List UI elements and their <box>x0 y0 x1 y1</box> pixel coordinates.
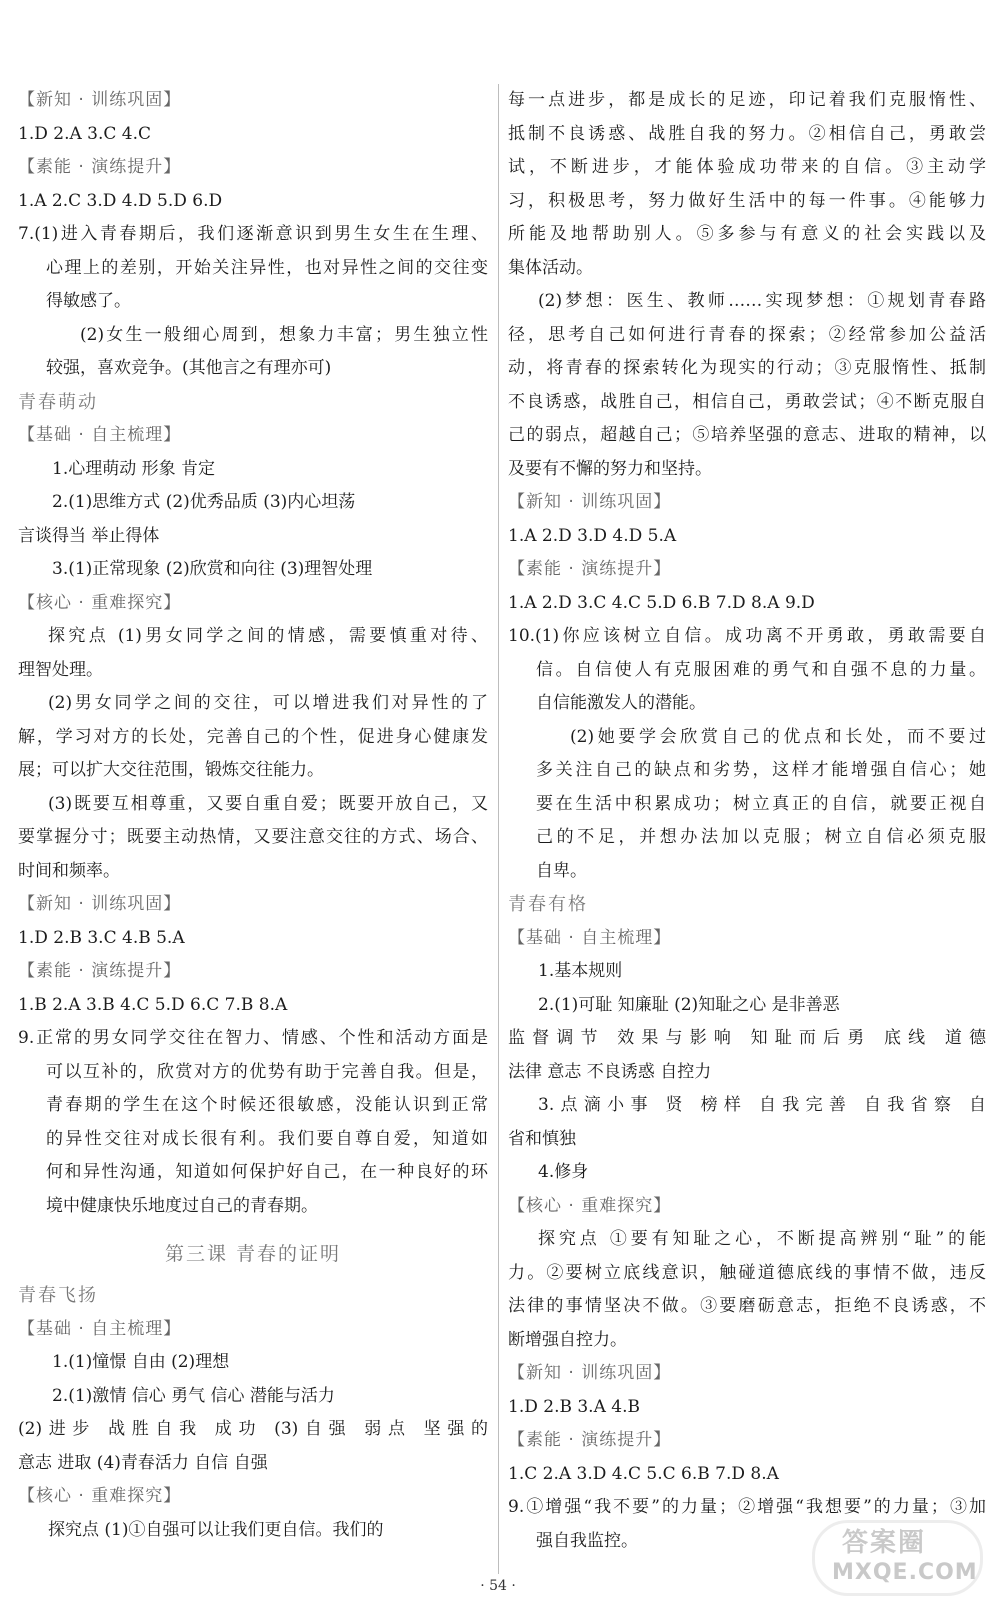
answer-line: 强自我监控。 <box>536 1530 638 1551</box>
section-header: 【新知 · 训练巩固】 <box>18 894 182 914</box>
answer-line: 径，思考自己如何进行青春的探索；②经常参加公益活 <box>508 324 986 345</box>
answer-line: 多关注自己的缺点和劣势，这样才能增强自信心；她 <box>536 760 986 780</box>
answer-line: 7.(1)进入青春期后，我们逐渐意识到男生女生在生理、 <box>18 224 488 244</box>
watermark-logo <box>812 1520 982 1592</box>
answer-line: 自信能激发人的潜能。 <box>536 693 706 713</box>
answer-line: 法律 意志 不良诱惑 自控力 <box>508 1061 712 1082</box>
answer-line: 要掌握分寸；既要主动热情，又要注意交往的方式、场合、 <box>18 827 488 847</box>
answer-line: 2.(1)思维方式 (2)优秀品质 (3)内心坦荡 <box>52 492 356 512</box>
answer-line: 较强，喜欢竞争。(其他言之有理亦可) <box>46 358 332 378</box>
section-header: 【新知 · 训练巩固】 <box>508 1363 672 1383</box>
answer-line: 抵制不良诱惑、战胜自我的努力。②相信自己，勇敢尝 <box>508 123 986 144</box>
answer-line: 力。②要树立底线意识，触碰道德底线的事情不做，违反 <box>508 1262 986 1283</box>
answer-line: 1.D 2.B 3.A 4.B <box>508 1396 640 1417</box>
watermark-text: 答案圈 <box>842 1528 927 1558</box>
answer-line: 己的弱点，超越自己；⑤培养坚强的意志、进取的精神，以 <box>508 425 986 445</box>
answer-line: (2)男女同学之间的交往，可以增进我们对异性的了 <box>48 693 488 713</box>
lesson-title: 第三课 青春的证明 <box>164 1243 342 1265</box>
answer-line: 时间和频率。 <box>18 860 120 881</box>
answer-line: 境中健康快乐地度过自己的青春期。 <box>46 1195 318 1216</box>
answer-line: 1.心理萌动 形象 肯定 <box>52 458 216 479</box>
section-header: 【基础 · 自主梳理】 <box>508 927 672 948</box>
answer-line: 青春期的学生在这个时候还很敏感，没能认识到正常 <box>46 1095 488 1115</box>
right-column <box>508 84 986 1558</box>
answer-line: 9.正常的男女同学交往在智力、情感、个性和活动方面是 <box>18 1028 488 1048</box>
answer-line: 1.A 2.D 3.C 4.C 5.D 6.B 7.D 8.A 9.D <box>508 592 815 613</box>
answer-line: 3.点滴小事 贤 榜样 自我完善 自我省察 自 <box>538 1095 986 1115</box>
answer-line: 自卑。 <box>536 860 587 881</box>
answer-line: (2)进步 战胜自我 成功 (3)自强 弱点 坚强的 <box>18 1419 488 1439</box>
watermark-url: MXQE.COM <box>832 1560 978 1585</box>
answer-line: 展；可以扩大交往范围，锻炼交往能力。 <box>18 760 324 780</box>
answer-line: (2)梦想：医生、教师……实现梦想：①规划青春路 <box>538 291 986 311</box>
answer-line: 己的不足，并想办法加以克服；树立自信必须克服 <box>536 827 986 847</box>
section-header: 【素能 · 演练提升】 <box>508 1430 672 1450</box>
answer-line: 要在生活中积累成功；树立真正的自信，就要正视自 <box>536 793 986 814</box>
topic-title: 青春飞扬 <box>18 1285 98 1306</box>
answer-line: 可以互补的，欣赏对方的优势有助于完善自我。但是， <box>46 1061 488 1082</box>
answer-line: 的异性交往对成长很有利。我们要自尊自爱，知道如 <box>46 1128 488 1149</box>
answer-line: 省和慎独 <box>508 1128 576 1149</box>
section-header: 【素能 · 演练提升】 <box>18 961 182 981</box>
answer-line: 探究点 (1)男女同学之间的情感，需要慎重对待、 <box>48 626 488 646</box>
answer-line: 1.D 2.B 3.C 4.B 5.A <box>18 927 185 948</box>
section-header: 【核心 · 重难探究】 <box>18 1486 182 1506</box>
topic-title: 青春萌动 <box>18 391 98 413</box>
section-header: 【新知 · 训练巩固】 <box>18 90 182 110</box>
answer-line: 9.①增强“我不要”的力量；②增强“我想要”的力量；③加 <box>508 1497 986 1517</box>
column-divider <box>498 84 499 1574</box>
answer-line: 得敏感了。 <box>46 291 131 311</box>
answer-line: 2.(1)可耻 知廉耻 (2)知耻之心 是非善恶 <box>538 994 840 1015</box>
answer-line: 探究点 (1)①自强可以让我们更自信。我们的 <box>48 1519 384 1540</box>
answer-line: 及要有不懈的努力和坚持。 <box>508 458 712 479</box>
answer-line: 每一点进步，都是成长的足迹，印记着我们克服惰性、 <box>508 90 986 110</box>
answer-line: 1.(1)憧憬 自由 (2)理想 <box>52 1352 230 1372</box>
answer-line: 试，不断进步，才能体验成功带来的自信。③主动学 <box>508 157 986 177</box>
section-header: 【素能 · 演练提升】 <box>18 157 182 177</box>
topic-title: 青春有格 <box>508 894 588 915</box>
answer-line: 解，学习对方的长处，完善自己的个性，促进身心健康发 <box>18 726 488 747</box>
answer-line: 不良诱惑，战胜自己，相信自己，勇敢尝试；④不断克服自 <box>508 391 986 412</box>
answer-line: 动，将青春的探索转化为现实的行动；③克服惰性、抵制 <box>508 358 986 378</box>
section-header: 【核心 · 重难探究】 <box>508 1195 672 1216</box>
answer-line: 监督调节 效果与影响 知耻而后勇 底线 道德 <box>508 1028 986 1048</box>
answer-line: 言谈得当 举止得体 <box>18 525 160 546</box>
answer-line: 习，积极思考，努力做好生活中的每一件事。④能够力 <box>508 190 986 211</box>
answer-line: 心理上的差别，开始关注异性，也对异性之间的交往变 <box>46 257 488 278</box>
answer-line: 探究点 ①要有知耻之心，不断提高辨别“耻”的能 <box>538 1229 986 1249</box>
answer-line: (2)她要学会欣赏自己的优点和长处，而不要过 <box>570 726 986 747</box>
answer-line: 1.D 2.A 3.C 4.C <box>18 123 152 144</box>
answer-line: 法律的事情坚决不做。③要磨砺意志，拒绝不良诱惑，不 <box>508 1296 986 1316</box>
answer-line: 信。自信使人有克服困难的勇气和自强不息的力量。 <box>536 659 986 680</box>
answer-line: 4.修身 <box>538 1162 589 1182</box>
answer-line: 1.B 2.A 3.B 4.C 5.D 6.C 7.B 8.A <box>18 994 288 1015</box>
section-header: 【基础 · 自主梳理】 <box>18 425 182 445</box>
answer-line: 3.(1)正常现象 (2)欣赏和向往 (3)理智处理 <box>52 559 373 579</box>
left-column <box>18 84 488 1547</box>
answer-line: (2)女生一般细心周到，想象力丰富；男生独立性 <box>80 324 488 345</box>
section-header: 【新知 · 训练巩固】 <box>508 492 672 512</box>
answer-line: 1.基本规则 <box>538 961 623 981</box>
answer-line: 1.C 2.A 3.D 4.C 5.C 6.B 7.D 8.A <box>508 1463 779 1484</box>
page-number: · 54 · <box>480 1578 516 1594</box>
answer-line: 10.(1)你应该树立自信。成功离不开勇敢，勇敢需要自 <box>508 626 986 646</box>
section-header: 【核心 · 重难探究】 <box>18 592 182 613</box>
answer-line: 所能及地帮助别人。⑤多参与有意义的社会实践以及 <box>508 224 986 244</box>
answer-line: 何和异性沟通，知道如何保护好自己，在一种良好的环 <box>46 1162 488 1182</box>
answer-line: 断增强自控力。 <box>508 1329 627 1350</box>
answer-line: 1.A 2.D 3.D 4.D 5.A <box>508 525 677 546</box>
section-header: 【基础 · 自主梳理】 <box>18 1318 182 1339</box>
section-header: 【素能 · 演练提升】 <box>508 559 672 579</box>
answer-line: (3)既要互相尊重，又要自重自爱；既要开放自己，又 <box>48 793 488 814</box>
answer-line: 理智处理。 <box>18 659 103 680</box>
answer-line: 集体活动。 <box>508 257 593 278</box>
answer-line: 1.A 2.C 3.D 4.D 5.D 6.D <box>18 190 223 211</box>
answer-line: 意志 进取 (4)青春活力 自信 自强 <box>18 1452 268 1473</box>
answer-line: 2.(1)激情 信心 勇气 信心 潜能与活力 <box>52 1385 335 1406</box>
